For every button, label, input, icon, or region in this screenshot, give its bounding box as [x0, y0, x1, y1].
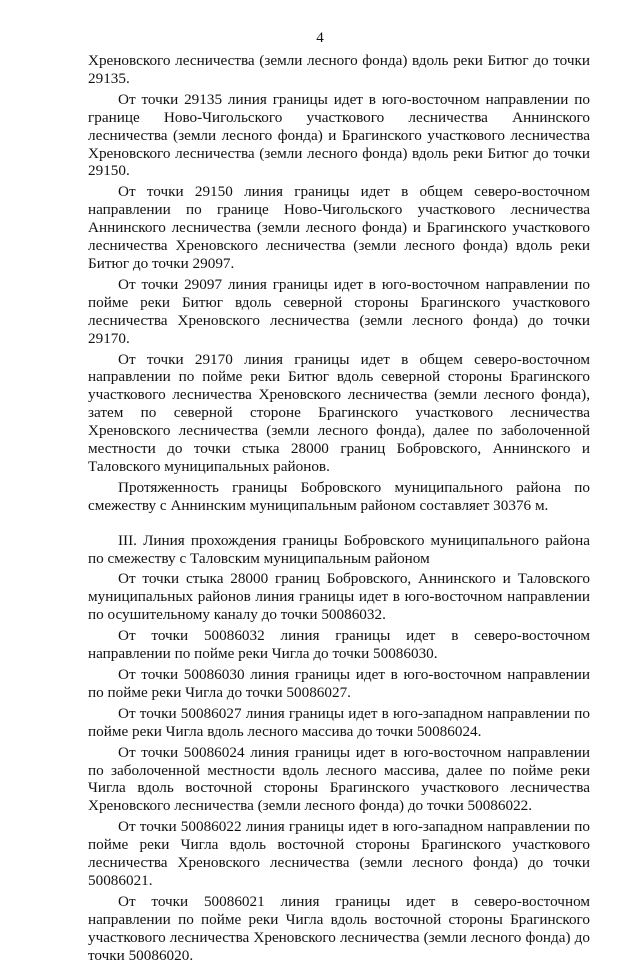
- paragraph: От точки 50086021 линия границы идет в северо-восточном направлении по пойме реки Чигла вдоль восточной стороны Брагинского участкового лесничества Хреновского лесничества (земли лесного фонда) до точки 50086020.: [88, 892, 590, 964]
- paragraph: От точки 29097 линия границы идет в юго-восточном направлении по пойме реки Битюг вдоль северной стороны Брагинского участкового лесничества Хреновского лесничества (земли лесного фонда) до точки 29170.: [88, 275, 590, 347]
- paragraph: От точки 50086024 линия границы идет в юго-восточном направлении по заболоченной местности вдоль лесного массива, далее по пойме реки Чигла вдоль восточной стороны Брагинского участкового лесничества Хреновского лесничества (земли лесного фонда) до точки 50086022.: [88, 743, 590, 815]
- paragraph: От точки стыка 28000 границ Бобровского, Аннинского и Таловского муниципальных районов линия границы идет в юго-восточном направлении по осушительному каналу до точки 50086032.: [88, 570, 590, 624]
- section-heading: III. Линия прохождения границы Бобровского муниципального района по смежеству с Таловским муниципальным районом: [88, 531, 590, 567]
- paragraph: От точки 50086027 линия границы идет в юго-западном направлении по пойме реки Чигла вдоль лесного массива до точки 50086024.: [88, 704, 590, 740]
- paragraph: От точки 29170 линия границы идет в общем северо-восточном направлении по пойме реки Битюг вдоль северной стороны Брагинского участкового лесничества Хреновского лесничества (земли лесного фонда), затем по северной стороне Брагинского участкового лесничества Хреновского лесничества (земли лесного фонда), далее по заболоченной местности до точки стыка 28000 границ Бобровского, Аннинского и Таловского муниципальных районов.: [88, 350, 590, 475]
- paragraph-total-length: Протяженность границы Бобровского муниципального района по смежеству с Аннинским муниципальным районом составляет 30376 м.: [88, 478, 590, 514]
- paragraph: Хреновского лесничества (земли лесного фонда) вдоль реки Битюг до точки 29135.: [88, 52, 590, 87]
- document-body: [88, 52, 590, 968]
- paragraph: От точки 29135 линия границы идет в юго-восточном направлении по границе Ново-Чигольского участкового лесничества Аннинского лесничества (земли лесного фонда) и Брагинского участкового лесничества Хреновского лесничества (земли лесного фонда) вдоль реки Битюг до точки 29150.: [88, 90, 590, 180]
- page-number: 4: [316, 30, 324, 46]
- paragraph: От точки 50086030 линия границы идет в юго-восточном направлении по пойме реки Чигла до точки 50086027.: [88, 666, 590, 701]
- paragraph: От точки 29150 линия границы идет в общем северо-восточном направлении по границе Ново-Чигольского участкового лесничества Аннинского лесничества (земли лесного фонда) и Брагинского участкового лесничества Хреновского лесничества (земли лесного фонда) вдоль реки Битюг до точки 29097.: [88, 183, 590, 272]
- paragraph: От точки 50086032 линия границы идет в северо-восточном направлении по пойме реки Чигла до точки 50086030.: [88, 627, 590, 663]
- paragraph: От точки 50086022 линия границы идет в юго-западном направлении по пойме реки Чигла вдоль восточной стороны Брагинского участкового лесничества Хреновского лесничества (земли лесного фонда) до точки 50086021.: [88, 818, 590, 889]
